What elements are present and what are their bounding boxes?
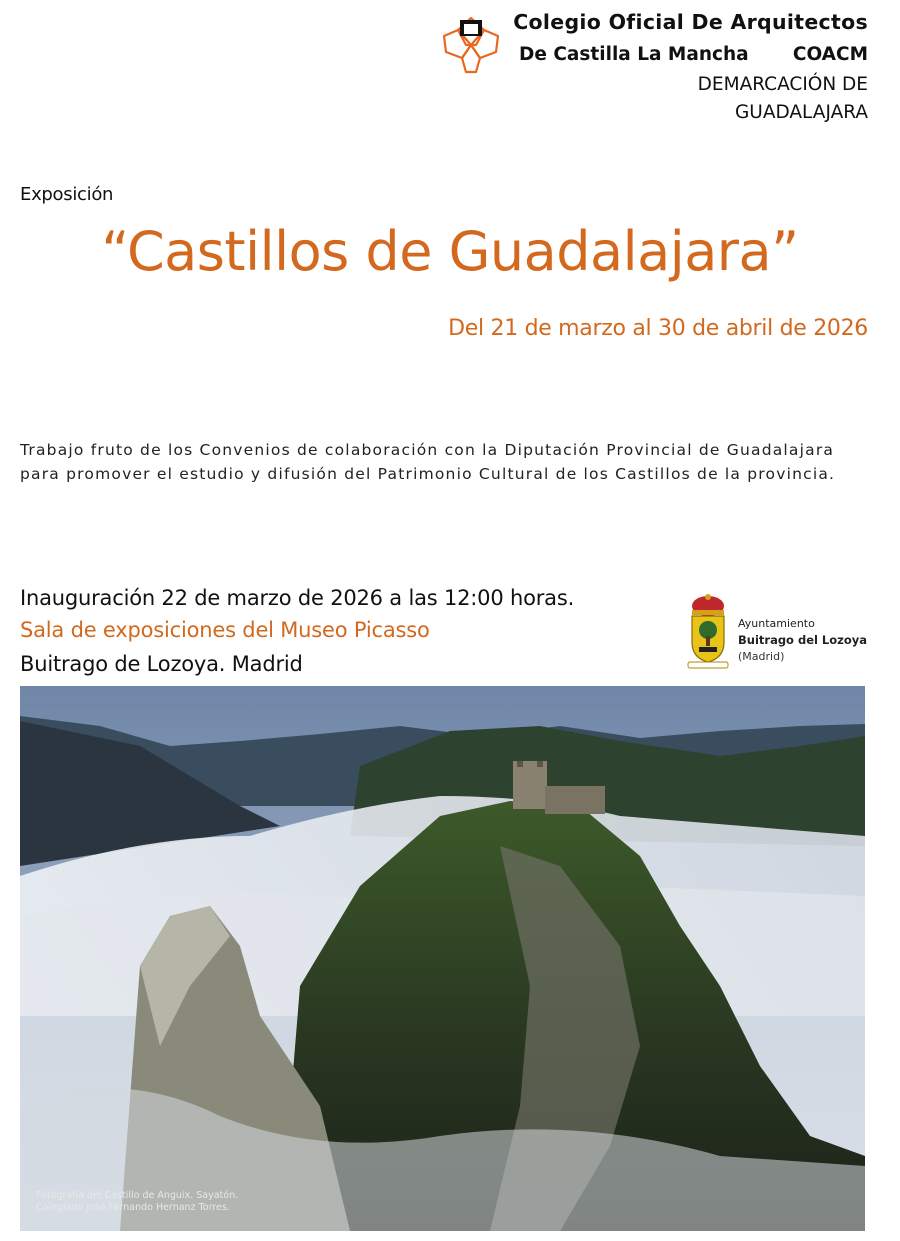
org-name-line2: De Castilla La Mancha: [519, 44, 749, 65]
castle-photo: [20, 686, 865, 1231]
city-text: Buitrago de Lozoya. Madrid: [20, 652, 303, 676]
org-name-line1: Colegio Oficial De Arquitectos: [513, 10, 868, 34]
exhibition-dates: Del 21 de marzo al 30 de abril de 2026: [448, 316, 868, 341]
exhibition-title: “Castillos de Guadalajara”: [101, 220, 799, 283]
exhibition-description: Trabajo fruto de los Convenios de colaboración con la Diputación Provincial de Guadalajara para promover el estudio y difusión del Patrimonio Cultural de los Castillos de la provincia.: [20, 441, 836, 483]
venue-text: Sala de exposiciones del Museo Picasso: [20, 618, 430, 642]
demarcacion-line2: GUADALAJARA: [734, 102, 868, 123]
inauguration-text: Inauguración 22 de marzo de 2026 a las 12:00 horas.: [20, 586, 575, 610]
coacm-logo-icon: [440, 14, 502, 76]
town-hall-label: Ayuntamiento: [738, 617, 815, 630]
exhibition-label: Exposición: [20, 184, 114, 205]
town-hall-name: Buitrago del Lozoya: [738, 633, 868, 647]
demarcacion-line1: DEMARCACIÓN DE: [697, 74, 868, 95]
photo-credit-line2: Colegiado José Fernando Hernanz Torres.: [36, 1202, 230, 1213]
org-abbreviation: COACM: [792, 44, 868, 65]
photo-credit-line1: Fotografía del Castillo de Anguix. Sayatón.: [36, 1190, 239, 1201]
town-hall-region: (Madrid): [738, 650, 785, 663]
coat-of-arms-icon: [684, 592, 732, 672]
